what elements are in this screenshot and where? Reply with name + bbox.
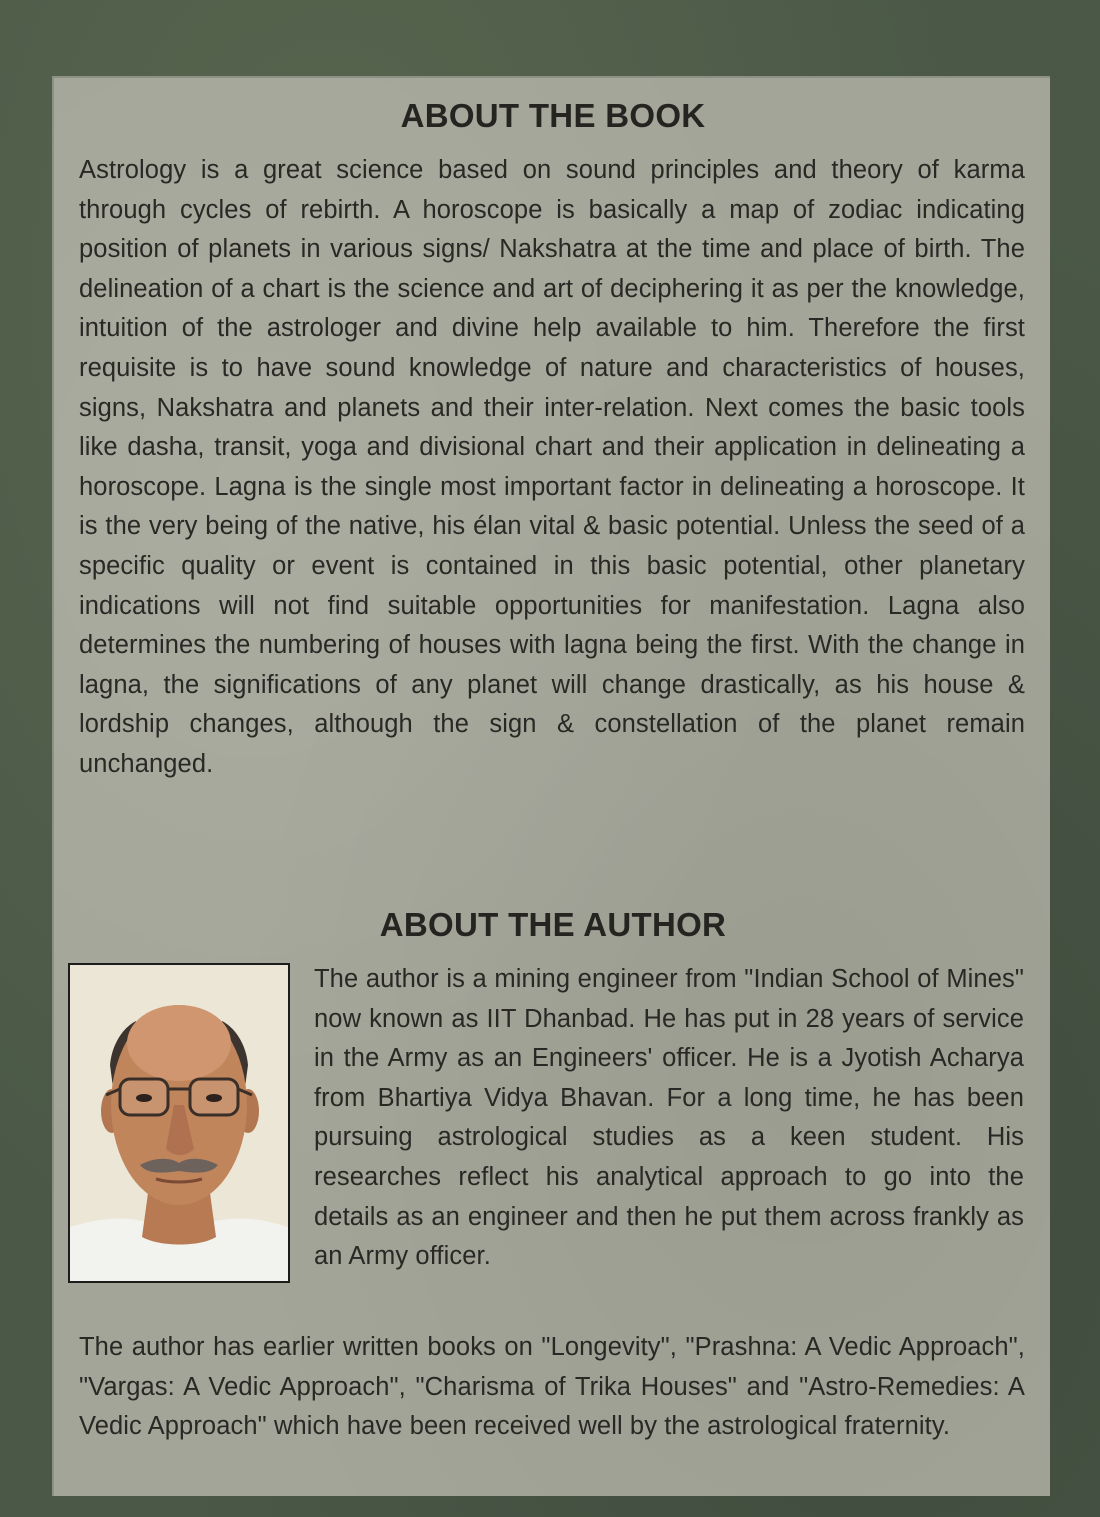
text-panel [52, 76, 1050, 1496]
author-portrait-image [70, 965, 288, 1281]
about-author-text: The author is a mining engineer from "Indian School of Mines" now known as IIT Dhanbad. He has put in 28 years of service in the Army as an Engineers' officer. He is a Jyotish Acharya from Bhartiya Vidya Bhavan. For a long time, he has been pursuing astrological studies as a keen student. His researches reflect his analytical approach to go into the details as an engineer and then he put them across frankly as an Army officer. [314, 965, 1024, 1271]
about-author-heading: ABOUT THE AUTHOR [379, 906, 727, 943]
earlier-books-text: The author has earlier written books on "Longevity", "Prashna: A Vedic Approach", "Vargas: A Vedic Approach", "Charisma of Trika Houses" and "Astro-Remedies: A Vedic Approach" which have been received well by the astrological fraternity. [79, 1333, 1025, 1441]
author-photo [68, 963, 290, 1283]
about-book-text: Astrology is a great science based on sound principles and theory of karma through cycles of rebirth. A horoscope is basically a map of zodiac indicating position of planets in various signs/ Nakshatra at the time and place of birth. The delineation of a chart is the science and art of deciphering it as per the knowledge, intuition of the astrologer and divine help available to him. Therefore the first requisite is to have sound knowledge of nature and characteristics of houses, signs, Nakshatra and planets and their inter-relation. Next comes the basic tools like dasha, transit, yoga and divisional chart and their application in delineating a horoscope. Lagna is the single most important factor in delineating a horoscope. It is the very being of the native, his élan vital & basic potential. Unless the seed of a specific quality or event is contained in this basic potential, other planetary indications will not find suitable opportunities for manifestation. Lagna also determines the numbering of houses with lagna being the first. With the change in lagna, the significations of any planet will change drastically, as his house & lordship changes, although the sign & constellation of the planet remain unchanged. [79, 156, 1025, 778]
about-book-heading: ABOUT THE BOOK [400, 97, 706, 134]
